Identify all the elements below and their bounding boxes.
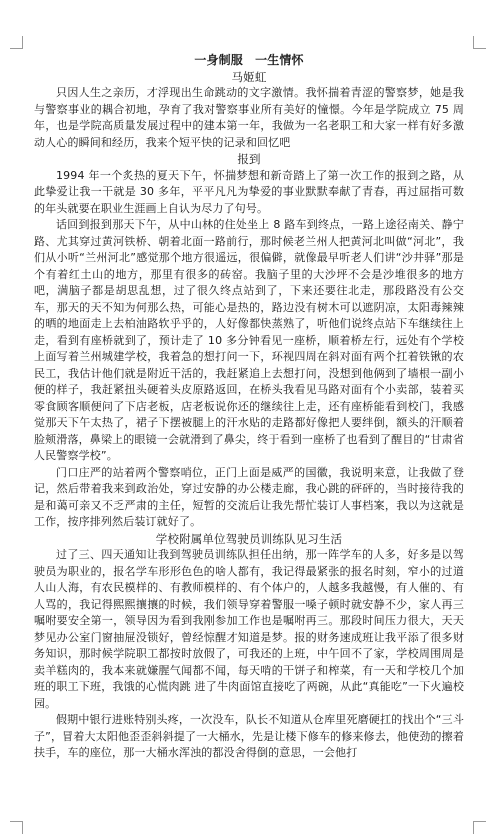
crop-mark-bottom-right xyxy=(473,821,486,834)
document-body xyxy=(34,52,464,762)
paragraph: 话回到报到那天下午，从中山林的住处坐上 8 路车到终点，一路上途径南关、静宁路、尤其穿过黄河铁桥、朝着北面一路前行，那时候老兰州人把黄河北叫做“河北”，我们从小听“兰州河北”感觉那个地方很遥远，很偏僻，就像最早听老人们讲“沙井驿”那是个有着红土山的地方，那里有很多的砖窑。我脑子里的大沙坪不会是沙堆很多的地方吧，满脑子都是胡思乱想，过了很久终点站到了，下来还要往北走，那段路没有公交车，那天的天不知为何那么热，可能心是热的，路边没有树木可以遮阴凉，太阳毒辣辣的晒的地面走上去柏油路软乎乎的，人好像都快蒸熟了，听他们说终点站下车继续往上走，看到有座桥就到了，预计走了 10 多分钟看见一座桥，顺着桥左行，远处有个学校上面写着兰州城建学校，我着急的想打问一下，环视四周在斜对面有两个扛着铁锹的农民工，我估计他们就是附近干活的，我赶紧追上去想打问，没想到他俩到了墙根一副小便的样子，我赶紧扭头硬着头皮原路返回，在桥头我看见马路对面有个小卖部，装着买零食顾客顺便问了下店老板，店老板说你还的继续往上走，还有座桥能看到校门，我感觉那天下午太热了，裙子下摆被腿上的汗水贴的走路都好像把人要绊倒，额头的汗顺着脸颊滑落，鼻梁上的眼镜一会就滑到了鼻尖，终于看到一座桥了也看到了醒目的“甘肃省人民警察学校”。 xyxy=(34,218,464,462)
document-author: 马姬虹 xyxy=(231,70,267,84)
section-heading-report: 报到 xyxy=(237,152,261,166)
crop-mark-top-left xyxy=(10,36,23,49)
crop-mark-top-right xyxy=(473,36,486,49)
paragraph: 门口庄严的站着两个警察哨位，正门上面是威严的国徽，我说明来意，让我做了登记，然后带着我来到政治处，穿过安静的办公楼走廊，我心跳的砰砰的，当时接待我的是和蔼可亲又不乏严肃的主任，短暂的交流后让我先帮忙装订人事档案，我以为这就是工作，按序排列然后装订就好了。 xyxy=(34,465,464,528)
paragraph: 假期中银行进账特别头疼，一次没车，队长不知道从仓库里死磨硬扛的找出个“三斗子”，冒着大太阳他歪歪斜斜提了一大桶水，先是让楼下修车的修来修去，他使劲的擦着扶手，车的座位，那一大桶水浑浊的都没舍得倒的意思，一会他打 xyxy=(34,713,464,759)
crop-mark-bottom-left xyxy=(10,821,23,834)
document-title: 一身制服 一生情怀 xyxy=(194,53,304,67)
section-heading-driver-training: 学校附属单位驾驶员训练队见习生活 xyxy=(155,531,343,546)
paragraph: 1994 年一个炙热的夏天下午，怀揣梦想和新奇踏上了第一次工作的报到之路，从此挚爱让我一干就是 30 多年，平平凡凡为挚爱的事业默默奉献了青春，再过屈指可数的年头就要在职业生涯画上自认为尽力了句号。 xyxy=(34,168,464,215)
intro-paragraph: 只因人生之亲历，才浮现出生命跳动的文字激情。我怀揣着青涩的警察梦，她是我与警察事业的耦合初地，孕育了我对警察事业所有美好的憧憬。今年是学院成立 75 周年，也是学院高质量发展过程中的建本第一年，我做为一名老职工和大家一样有好多激动人心的瞬间和经历，我来个短平快的记录和回忆吧 xyxy=(34,86,464,149)
paragraph: 过了三、四天通知让我到驾驶员训练队担任出纳，那一阵学车的人多，好多是以驾驶员为职业的，报名学车形形色色的啥人都有，我记得最紧张的报名时刻，窄小的过道人山人海，有农民模样的、有教师模样的、有个体户的，人越多我越慢，有人催的、有人骂的，我记得熙熙攘攘的时候，我们领导穿着警服一嗓子顿时就安静不少，家人再三嘱咐要安全第一，领导因为看到我刚参加工作也是嘱咐再三。那段时间压力很大，天天梦见办公室门窗抽屉没锁好，曾经惊醒才知道是梦。报的财务速成班让我平添了很多财务知识，那时候学院职工都按时放假了，可我还的上班，中午回不了家，学校周围周是卖羊糕肉的，我本来就嫌腥气闻都不闻，每天啃的干饼子和榨菜，有一天和学校几个加班的职工下班，我饿的心慌肉跳 进了牛肉面馆直接吃了两碗，从此“真能吃”一下火遍校园。 xyxy=(34,548,464,710)
